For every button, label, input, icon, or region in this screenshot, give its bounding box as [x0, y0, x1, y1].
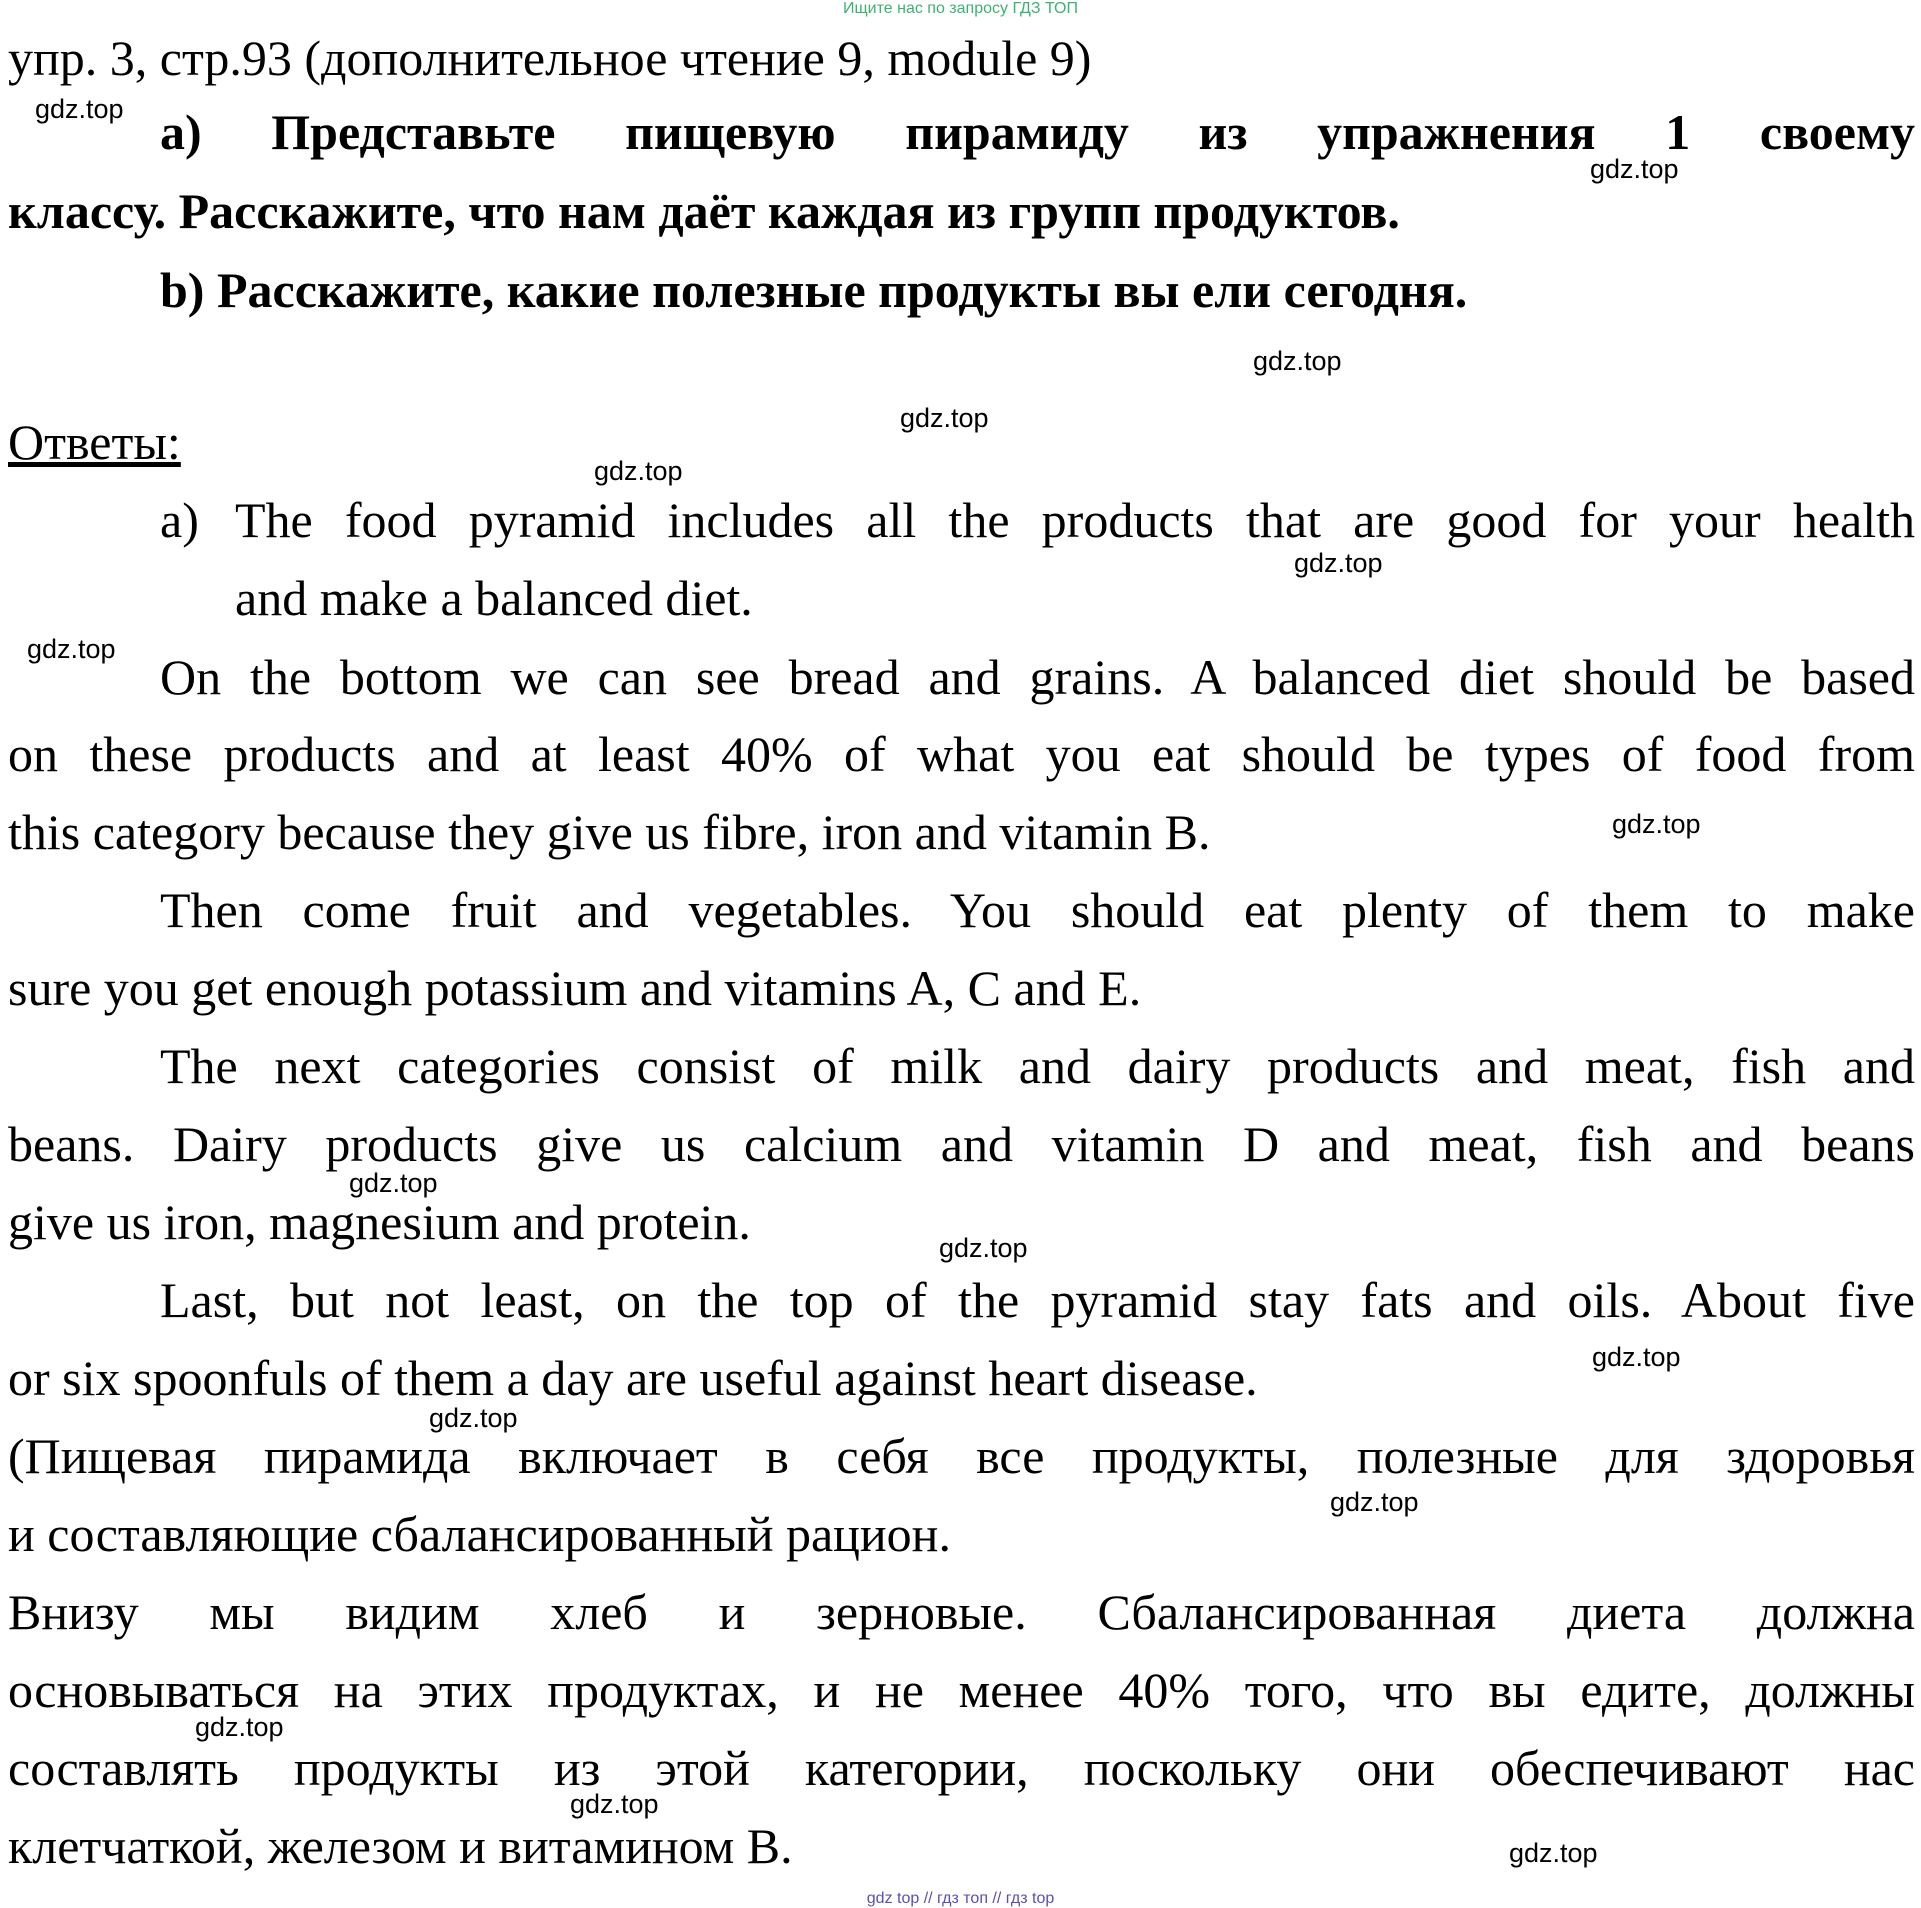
en-p3-line-2: sure you get enough potassium and vitamins A, C and E. — [8, 960, 1142, 1016]
en-p4-line-2: beans. Dairy products give us calcium and vitamin D and meat, fish and beans — [8, 1116, 1915, 1172]
watermark: gdz.top — [1590, 154, 1679, 184]
watermark: gdz.top — [570, 1789, 659, 1819]
en-p1-line-1: The food pyramid includes all the products that are good for your health — [235, 492, 1915, 548]
watermark: gdz.top — [429, 1403, 518, 1433]
watermark: gdz.top — [939, 1233, 1028, 1263]
watermark: gdz.top — [195, 1712, 284, 1742]
en-p2-line-1: On the bottom we can see bread and grains. A balanced diet should be based — [160, 649, 1915, 705]
en-p3-line-1: Then come fruit and vegetables. You should eat plenty of them to make — [160, 882, 1915, 938]
watermark: gdz.top — [1592, 1342, 1681, 1372]
task-a-line-1: a) Представьте пищевую пирамиду из упражнения 1 своему — [160, 104, 1915, 160]
ru-r2-line-1: Внизу мы видим хлеб и зерновые. Сбалансированная диета должна — [8, 1584, 1915, 1640]
watermark: gdz.top — [900, 403, 989, 433]
en-p5-line-1: Last, but not least, on the top of the pyramid stay fats and oils. About five — [160, 1272, 1915, 1328]
watermark: gdz.top — [1330, 1487, 1419, 1517]
ru-r1-line-2: и составляющие сбалансированный рацион. — [8, 1506, 951, 1562]
watermark: gdz.top — [27, 634, 116, 664]
en-p2-line-3: this category because they give us fibre, iron and vitamin B. — [8, 804, 1211, 860]
watermark: gdz.top — [1509, 1838, 1598, 1868]
ru-r2-line-2: основываться на этих продуктах, и не менее 40% того, что вы едите, должны — [8, 1662, 1915, 1718]
en-p4-line-1: The next categories consist of milk and dairy products and meat, fish and — [160, 1038, 1915, 1094]
watermark: gdz.top — [35, 94, 124, 124]
en-p2-line-2: on these products and at least 40% of what you eat should be types of food from — [8, 726, 1915, 782]
watermark: gdz.top — [1612, 809, 1701, 839]
ru-r2-line-4: клетчаткой, железом и витамином B. — [8, 1818, 793, 1874]
watermark: gdz.top — [349, 1168, 438, 1198]
ru-r2-line-3: составлять продукты из этой категории, поскольку они обеспечивают нас — [8, 1740, 1915, 1796]
exercise-header: упр. 3, стр.93 (дополнительное чтение 9, module 9) — [8, 30, 1092, 86]
task-a-line-2: классу. Расскажите, что нам даёт каждая из групп продуктов. — [8, 183, 1400, 239]
search-banner: Ищите нас по запросу ГДЗ ТОП — [843, 0, 1078, 17]
en-p5-line-2: or six spoonfuls of them a day are useful against heart disease. — [8, 1350, 1258, 1406]
answers-label: Ответы: — [8, 414, 181, 470]
watermark: gdz.top — [594, 456, 683, 486]
en-p4-line-3: give us iron, magnesium and protein. — [8, 1194, 751, 1250]
footer-links: gdz top // гдз топ // гдз top — [866, 1890, 1055, 1907]
watermark: gdz.top — [1294, 548, 1383, 578]
task-b-line: b) Расскажите, какие полезные продукты вы ели сегодня. — [160, 262, 1468, 318]
ru-r1-line-1: (Пищевая пирамида включает в себя все продукты, полезные для здоровья — [8, 1428, 1915, 1484]
watermark: gdz.top — [1253, 346, 1342, 376]
en-p1-line-2: and make a balanced diet. — [235, 570, 753, 626]
answer-item-marker: a) — [160, 492, 199, 548]
